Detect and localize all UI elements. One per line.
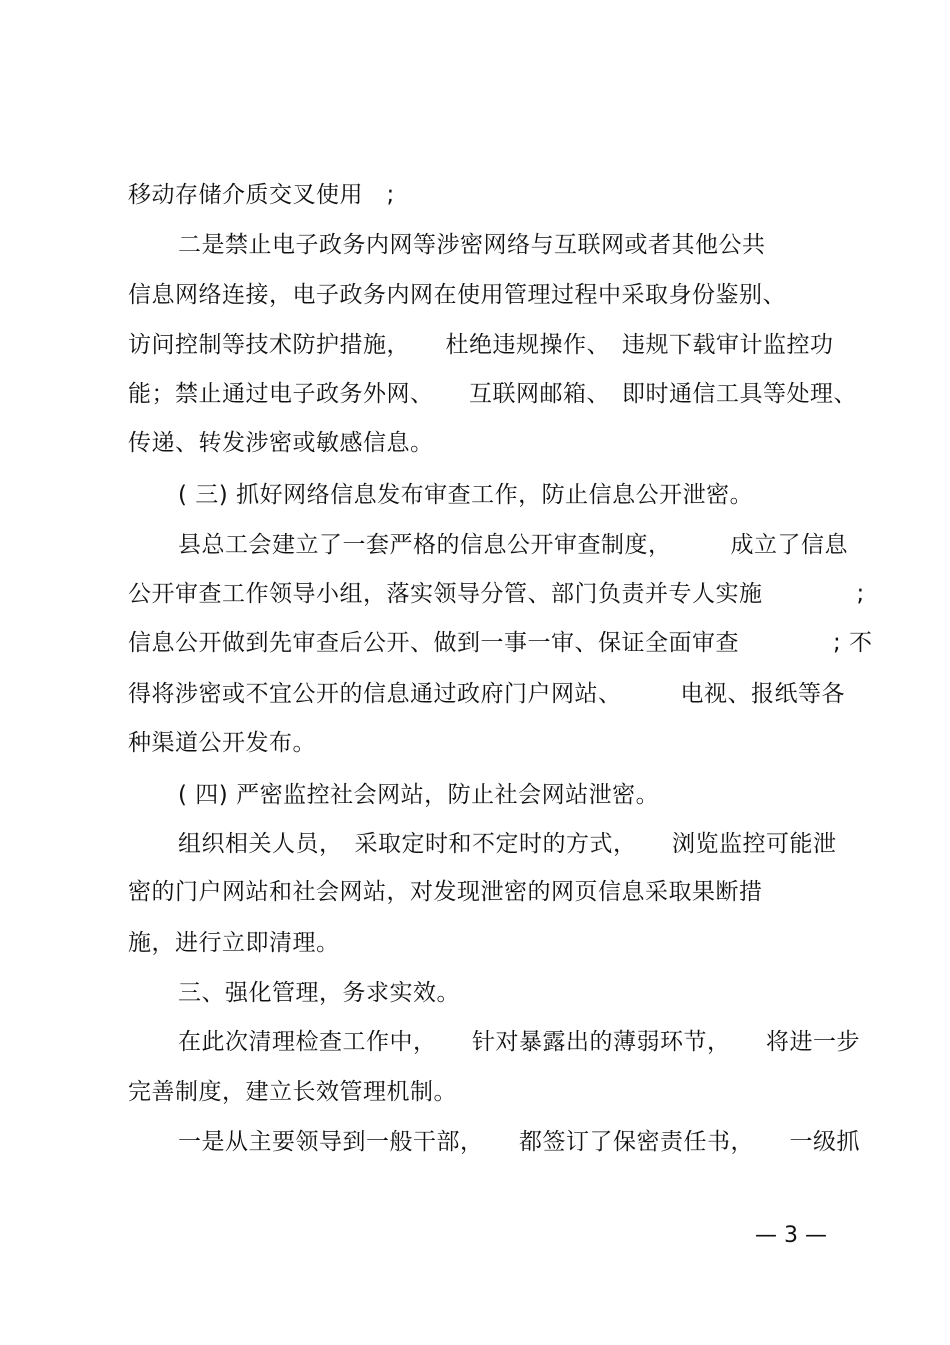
- text-line: 移动存储介质交叉使用 ;: [128, 182, 395, 208]
- text-line: 公开审查工作领导小组，落实领导分管、部门负责并专人实施 ;: [128, 581, 865, 607]
- section-heading: ( 四) 严密监控社会网站，防止社会网站泄密。: [178, 782, 660, 808]
- section-heading: 三、强化管理，务求实效。: [178, 980, 460, 1006]
- text-line: 二是禁止电子政务内网等涉密网络与互联网或者其他公共: [178, 232, 766, 258]
- text-line: 在此次清理检查工作中， 针对暴露出的薄弱环节， 将进一步: [178, 1029, 860, 1055]
- text-line: 一是从主要领导到一般干部， 都签订了保密责任书， 一级抓: [178, 1129, 860, 1155]
- text-line: 信息网络连接，电子政务内网在使用管理过程中采取身份鉴别、: [128, 282, 786, 308]
- text-line: 传递、转发涉密或敏感信息。: [128, 430, 434, 456]
- text-line: 能；禁止通过电子政务外网、 互联网邮箱、 即时通信工具等处理、: [128, 381, 857, 407]
- text-line: 密的门户网站和社会网站，对发现泄密的网页信息采取果断措: [128, 879, 763, 905]
- page-number: — 3 —: [755, 1223, 827, 1248]
- text-line: 县总工会建立了一套严格的信息公开审查制度， 成立了信息: [178, 532, 848, 558]
- text-line: 施，进行立即清理。: [128, 930, 340, 956]
- text-line: 完善制度，建立长效管理机制。: [128, 1079, 457, 1105]
- text-line: 得将涉密或不宜公开的信息通过政府门户网站、 电视、报纸等各: [128, 681, 845, 707]
- text-line: 组织相关人员， 采取定时和不定时的方式， 浏览监控可能泄: [178, 831, 837, 857]
- text-line: 访问控制等技术防护措施， 杜绝违规操作、 违规下载审计监控功: [128, 332, 834, 358]
- text-line: 信息公开做到先审查后公开、做到一事一审、保证全面审查 ; 不: [128, 630, 873, 656]
- text-line: 种渠道公开发布。: [128, 730, 316, 756]
- section-heading: ( 三) 抓好网络信息发布审查工作，防止信息公开泄密。: [178, 482, 754, 508]
